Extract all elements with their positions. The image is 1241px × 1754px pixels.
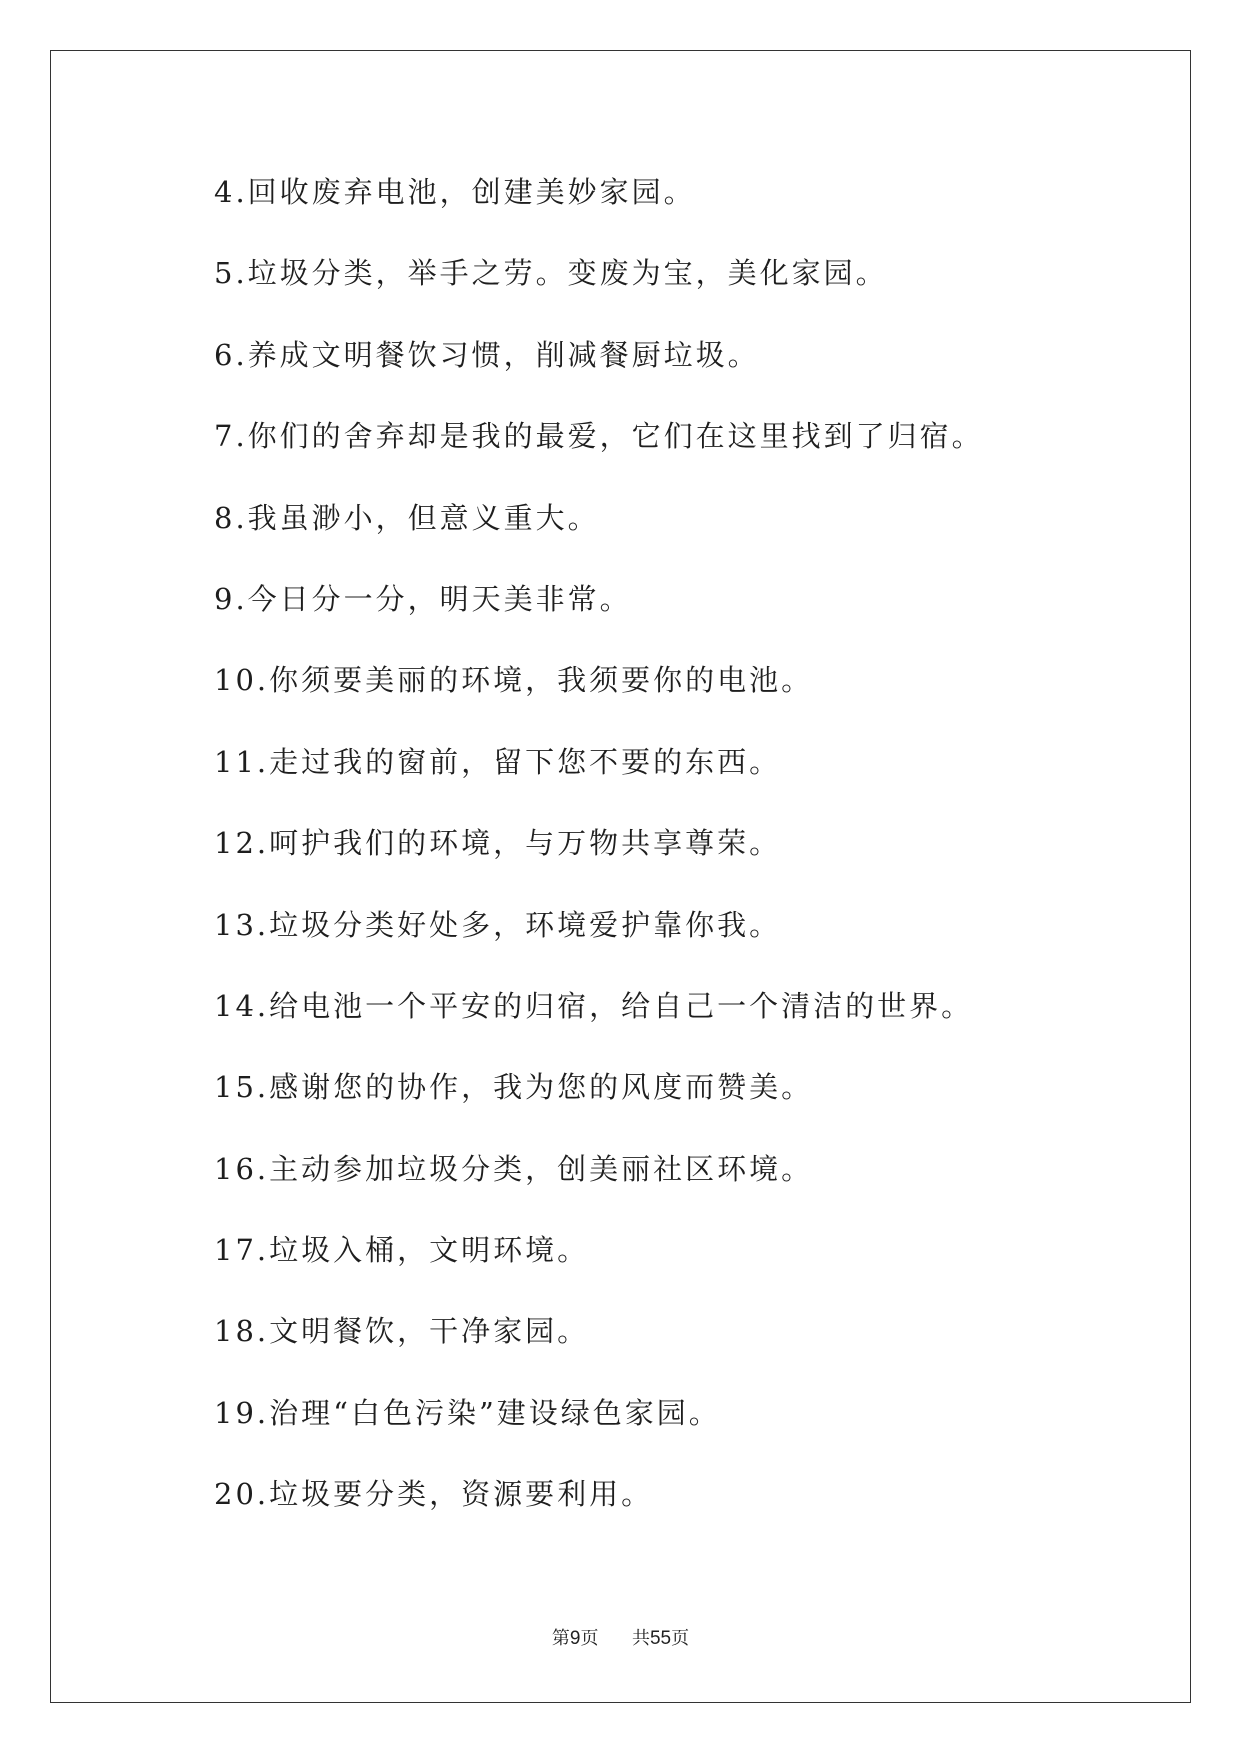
list-item: 13.垃圾分类好处多，环境爱护靠你我。	[214, 907, 782, 942]
page-number	[552, 1628, 604, 1649]
page-suffix: 页	[580, 1628, 599, 1649]
list-item: 12.呵护我们的环境，与万物共享尊荣。	[214, 826, 782, 861]
total-suffix: 页	[671, 1628, 690, 1649]
total-pages: 55	[649, 1628, 672, 1649]
list-item: 18.文明餐饮，干净家园。	[214, 1314, 590, 1349]
slogan-list	[214, 165, 984, 1549]
list-item: 5.垃圾分类，举手之劳。变废为宝，美化家园。	[214, 256, 888, 291]
list-item: 4.回收废弃电池，创建美妙家园。	[214, 175, 696, 209]
list-item: 8.我虽渺小，但意义重大。	[214, 500, 600, 535]
list-item: 9.今日分一分，明天美非常。	[214, 581, 632, 616]
page-footer	[0, 1624, 1241, 1650]
list-item: 6.养成文明餐饮习惯，削减餐厨垃圾。	[214, 337, 760, 372]
list-item: 11.走过我的窗前，留下您不要的东西。	[214, 744, 782, 779]
list-item: 10.你须要美丽的环境，我须要你的电池。	[214, 663, 814, 698]
list-item: 20.垃圾要分类，资源要利用。	[214, 1477, 654, 1512]
page-prefix: 第	[551, 1628, 570, 1649]
list-item: 15.感谢您的协作，我为您的风度而赞美。	[214, 1070, 814, 1105]
list-item: 16.主动参加垃圾分类，创美丽社区环境。	[214, 1151, 814, 1186]
list-item: 19.治理“白色污染”建设绿色家园。	[214, 1395, 721, 1430]
total-prefix: 共	[631, 1628, 650, 1649]
list-item: 14.给电池一个平安的归宿，给自己一个清洁的世界。	[214, 988, 974, 1023]
list-item: 7.你们的舍弃却是我的最爱，它们在这里找到了归宿。	[214, 419, 984, 454]
page-total	[632, 1628, 689, 1649]
current-page: 9	[569, 1628, 581, 1649]
list-item: 17.垃圾入桶，文明环境。	[214, 1233, 590, 1268]
